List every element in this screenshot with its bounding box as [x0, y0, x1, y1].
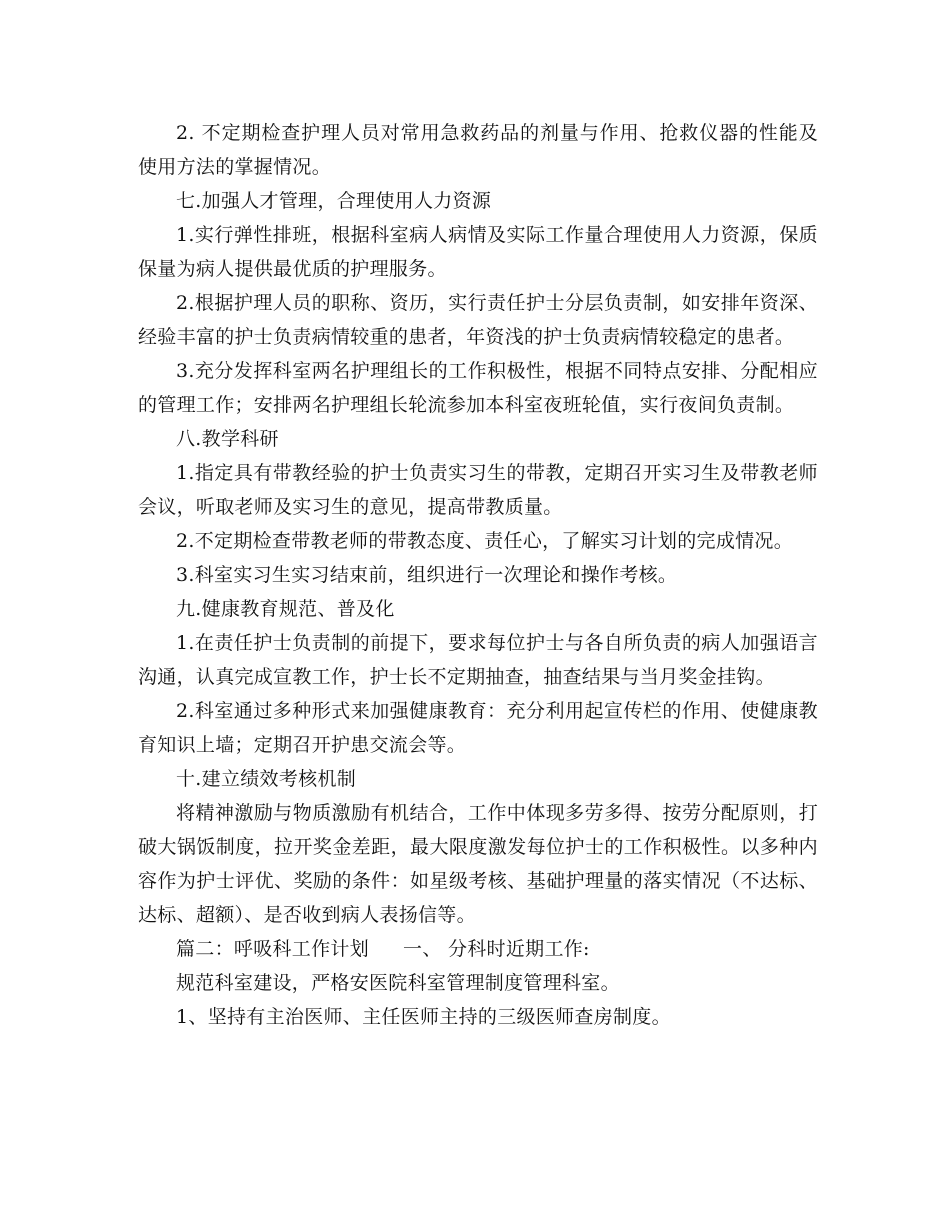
paragraph: 1、坚持有主治医师、主任医师主持的三级医师查房制度。 [176, 1006, 671, 1028]
paragraph: 规范科室建设，严格安医院科室管理制度管理科室。 [176, 972, 620, 994]
paragraph: 3.充分发挥科室两名护理组长的工作积极性，根据不同特点安排、分配相应的管理工作；安排两名护理组长轮流参加本科室夜班轮值，实行夜间负责制。 [138, 360, 818, 416]
section-heading: 七.加强人才管理，合理使用人力资源 [176, 190, 492, 212]
section-heading: 十.建立绩效考核机制 [176, 768, 357, 790]
paragraph: 1.指定具有带教经验的护士负责实习生的带教，定期召开实习生及带教老师会议，听取老师及实习生的意见，提高带教质量。 [138, 462, 818, 518]
paragraph: 3.科室实习生实习结束前，组织进行一次理论和操作考核。 [176, 564, 678, 586]
paragraph: 2.科室通过多种形式来加强健康教育：充分利用起宣传栏的作用、使健康教育知识上墙；定期召开护患交流会等。 [138, 700, 818, 756]
part2-subtitle: 一、 分科时近期工作: [403, 938, 590, 960]
paragraph: 1.在责任护士负责制的前提下，要求每位护士与各自所负责的病人加强语言沟通，认真完成宣教工作，护士长不定期抽查，抽查结果与当月奖金挂钩。 [138, 632, 818, 688]
part2-heading [138, 932, 818, 966]
paragraph: 2.不定期检查带教老师的带教态度、责任心，了解实习计划的完成情况。 [176, 530, 794, 552]
section-heading: 九.健康教育规范、普及化 [176, 598, 395, 620]
document-body [138, 116, 818, 1034]
paragraph: 1.实行弹性排班，根据科室病人病情及实际工作量合理使用人力资源，保质保量为病人提供最优质的护理服务。 [138, 224, 818, 280]
part2-title: 篇二：呼吸科工作计划 [176, 938, 370, 960]
paragraph: 将精神激励与物质激励有机结合，工作中体现多劳多得、按劳分配原则，打破大锅饭制度，拉开奖金差距，最大限度激发每位护士的工作积极性。以多种内容作为护士评优、奖励的条件：如星级考核、基础护理量的落实情况（不达标、达标、超额）、是否收到病人表扬信等。 [138, 802, 818, 926]
paragraph: 2.根据护理人员的职称、资历，实行责任护士分层负责制，如安排年资深、经验丰富的护士负责病情较重的患者，年资浅的护士负责病情较稳定的患者。 [138, 292, 818, 348]
section-heading: 八.教学科研 [176, 428, 279, 450]
paragraph: 2. 不定期检查护理人员对常用急救药品的剂量与作用、抢救仪器的性能及使用方法的掌握情况。 [138, 122, 818, 178]
